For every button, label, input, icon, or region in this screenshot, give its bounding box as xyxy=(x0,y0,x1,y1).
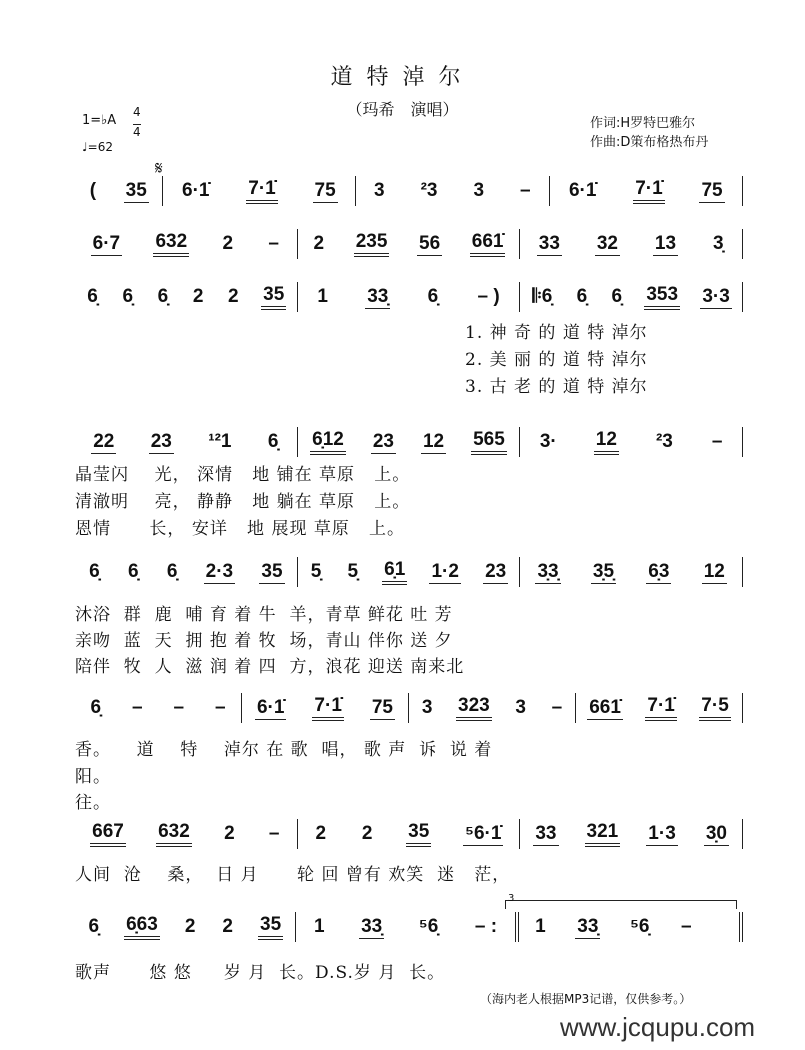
note-group: ²3 xyxy=(420,180,438,201)
measure xyxy=(520,282,743,312)
note-group: 6̣ xyxy=(90,697,102,718)
note-group: 235 xyxy=(354,231,390,257)
note-group: 75 xyxy=(701,179,723,201)
measure xyxy=(75,229,298,259)
note-group: – xyxy=(214,697,226,718)
measure xyxy=(298,427,521,457)
staff-line xyxy=(75,427,743,457)
measure xyxy=(75,427,298,457)
lyric-line: 香。 道 特 淖尔 在 歌 唱， 歌 声 诉 说 着 xyxy=(75,740,493,760)
note-group: 661̇ xyxy=(589,696,621,718)
note-group: 1 xyxy=(313,916,325,937)
note-group: 2 xyxy=(192,286,204,307)
note-group: – xyxy=(268,823,280,844)
note-group: 5̣ xyxy=(310,561,322,582)
note-group: 1·3 xyxy=(648,822,676,844)
note-group: 6̣1 xyxy=(382,559,407,585)
note-group: 7·1̇ xyxy=(246,178,277,204)
note-group: 6̣ xyxy=(127,561,139,582)
note-group: – xyxy=(551,697,563,718)
staff-line xyxy=(75,229,743,259)
note-group: 2 xyxy=(227,286,239,307)
note-group: 661̇ xyxy=(470,231,506,257)
note-group: 321 xyxy=(585,821,621,847)
note-group: 35 xyxy=(261,560,283,582)
note-group: – xyxy=(173,697,185,718)
measure xyxy=(520,557,743,587)
measure xyxy=(75,912,296,942)
lyric-line: 往。 xyxy=(75,793,111,813)
note-group: 3 xyxy=(473,180,485,201)
staff-line xyxy=(75,819,743,849)
note-group: – ) xyxy=(477,286,500,307)
note-group: 2 xyxy=(224,823,235,844)
note-group: 6̣ xyxy=(88,916,100,937)
volta-bracket xyxy=(505,893,737,909)
lyric-line: 人间 沧 桑， 日 月 轮 回 曾有 欢笑 迷 茫， xyxy=(75,865,511,885)
note-group: 33 xyxy=(538,232,560,254)
meter-top: 4 xyxy=(133,105,141,119)
note-group: 2 xyxy=(315,823,327,844)
lyric-line: 2. 美 丽 的 道 特 淖尔 xyxy=(465,350,648,370)
tempo: ♩=62 xyxy=(82,140,113,154)
note-group: 3· xyxy=(539,431,557,452)
note-group: 12 xyxy=(422,430,445,452)
measure xyxy=(163,176,356,206)
performer: （玛希 演唱） xyxy=(346,100,459,119)
measure xyxy=(75,176,163,206)
note-group: 6̣ xyxy=(166,561,178,582)
note-group: 12 xyxy=(703,560,725,582)
measure xyxy=(75,557,298,587)
measure xyxy=(75,819,298,849)
footnote: （海内老人根据MP3记谱，仅供参考。） xyxy=(480,992,692,1006)
note-group: 6̣ xyxy=(89,561,100,582)
note-group: 33̣ xyxy=(577,915,599,937)
staff-line xyxy=(75,912,743,942)
note-group: 3 xyxy=(515,697,526,718)
note-group: 56 xyxy=(419,232,441,254)
note-group: 6̣12 xyxy=(310,429,346,455)
note-group: 75 xyxy=(371,696,393,718)
note-group: – : xyxy=(474,916,498,937)
note-group: 353 xyxy=(644,284,680,310)
meter-bottom: 4 xyxy=(133,125,141,139)
staff-line xyxy=(75,176,743,206)
note-group: – xyxy=(681,916,692,937)
note-group: 35 xyxy=(261,284,286,310)
lyric-line: 恩情 长， 安详 地 展现 草原 上。 xyxy=(75,519,406,539)
measure xyxy=(520,819,743,849)
lyric-line: 清澈明 亮， 静静 地 躺在 草原 上。 xyxy=(75,492,411,512)
note-group: ⁵6·1̇ xyxy=(465,822,502,844)
note-group: 7·1̇ xyxy=(633,178,664,204)
measure xyxy=(75,282,298,312)
note-group: 6·7 xyxy=(92,232,121,254)
measure xyxy=(242,693,409,723)
note-group: 6̣ xyxy=(267,431,279,452)
measure xyxy=(356,176,549,206)
note-group: 6·1̇ xyxy=(568,180,597,201)
note-group: 3̣5̣ xyxy=(592,560,615,582)
note-group: ⁵6̣ xyxy=(629,916,650,937)
lyricist: 作词:H罗特巴雅尔 xyxy=(590,116,696,131)
measure xyxy=(298,229,521,259)
note-group: 3 xyxy=(421,697,433,718)
measure xyxy=(520,427,743,457)
note-group: 𝄆6̣ xyxy=(532,286,553,307)
staff-line xyxy=(75,557,743,587)
note-group: ²3 xyxy=(655,431,673,452)
note-group: – xyxy=(131,697,143,718)
song-title: 道特淖尔 xyxy=(330,65,475,90)
measure xyxy=(75,693,242,723)
note-group: 3·3 xyxy=(702,285,730,307)
note-group: 23 xyxy=(372,430,394,452)
note-group: 3̣3̣ xyxy=(537,560,559,582)
note-group: 2 xyxy=(361,823,373,844)
note-group: 35 xyxy=(258,914,283,940)
note-group: 632 xyxy=(153,231,189,257)
note-group: 23 xyxy=(150,430,172,452)
note-group: 6·1̇ xyxy=(182,180,210,201)
note-group: 565 xyxy=(471,429,507,455)
note-group: – xyxy=(711,431,723,452)
note-group: 6̣ xyxy=(122,286,134,307)
note-group: 2 xyxy=(313,233,325,254)
staff-line xyxy=(75,282,743,312)
note-group: 6̣ xyxy=(611,286,623,307)
note-group: 33̣ xyxy=(367,285,389,307)
lyric-line: 歌声 悠 悠 岁 月 长。D.S.岁 月 长。 xyxy=(75,963,446,983)
note-group: 32 xyxy=(596,232,618,254)
measure xyxy=(519,912,743,942)
measure xyxy=(298,557,521,587)
note-group: – xyxy=(519,180,531,201)
note-group: 667 xyxy=(90,821,126,847)
watermark: www.jcqupu.com xyxy=(560,1012,756,1042)
lyric-line: 沐浴 群 鹿 哺 育 着 牛 羊，青草 鲜花 吐 芳 xyxy=(75,605,453,625)
note-group: 323 xyxy=(456,695,492,721)
note-group: 6̣ xyxy=(157,286,169,307)
key-signature: 1=♭A xyxy=(82,113,117,128)
note-group: 5̣ xyxy=(347,561,359,582)
note-group: 12 xyxy=(594,429,619,455)
note-group: 6̣ xyxy=(576,286,588,307)
note-group: – xyxy=(268,233,279,254)
staff-line xyxy=(75,693,743,723)
lyric-line: 阳。 xyxy=(75,767,111,787)
note-group: ⁵6̣ xyxy=(418,916,439,937)
note-group: 75 xyxy=(314,179,336,201)
note-group: 2·3 xyxy=(205,560,234,582)
note-group: 1·2 xyxy=(431,560,459,582)
lyric-line: 1. 神 奇 的 道 特 淖尔 xyxy=(465,323,648,343)
note-group: 3̣ xyxy=(712,233,724,254)
composer: 作曲:D策布格热布丹 xyxy=(590,135,709,150)
lyric-line: 亲吻 蓝 天 拥 抱 着 牧 场，青山 伴你 送 夕 xyxy=(75,631,453,651)
note-group: 22 xyxy=(93,430,115,452)
note-group: 35 xyxy=(406,821,431,847)
volta-number: 3 xyxy=(508,893,515,904)
lyric-line: 3. 古 老 的 道 特 淖尔 xyxy=(465,377,648,397)
lyric-line: 陪伴 牧 人 滋 润 着 四 方，浪花 迎送 南来北 xyxy=(75,657,465,677)
measure xyxy=(409,693,576,723)
note-group: 6̣ xyxy=(427,286,439,307)
note-group: 7·5 xyxy=(699,695,730,721)
note-group: 6̣ xyxy=(87,286,98,307)
note-group: 23 xyxy=(485,560,507,582)
note-group: 632 xyxy=(156,821,192,847)
measure xyxy=(296,912,520,942)
note-group: 1 xyxy=(317,286,328,307)
note-group: 6·1̇ xyxy=(256,696,285,718)
lyric-line: 晶莹闪 光， 深情 地 铺在 草原 上。 xyxy=(75,465,411,485)
note-group: 2 xyxy=(222,916,233,937)
note-group: 33 xyxy=(535,822,557,844)
note-group: ( xyxy=(89,180,97,201)
measure xyxy=(298,282,521,312)
measure xyxy=(298,819,521,849)
note-group: 33̣ xyxy=(361,915,383,937)
note-group: 3̣0 xyxy=(705,822,727,844)
note-group: 35 xyxy=(125,179,147,201)
note-group: 6̣3 xyxy=(648,560,670,582)
note-group: ¹²1 xyxy=(208,431,232,452)
note-group: 13 xyxy=(654,232,677,254)
measure xyxy=(520,229,743,259)
note-group: 7·1̇ xyxy=(312,695,343,721)
note-group: 3 xyxy=(374,180,385,201)
measure xyxy=(576,693,743,723)
note-group: 6̣63 xyxy=(124,914,160,940)
note-group: 1 xyxy=(535,916,546,937)
note-group: 7·1̇ xyxy=(645,695,676,721)
note-group: 2 xyxy=(222,233,234,254)
measure xyxy=(550,176,743,206)
segno-icon: 𝄋 xyxy=(155,158,163,179)
note-group: 2 xyxy=(184,916,196,937)
